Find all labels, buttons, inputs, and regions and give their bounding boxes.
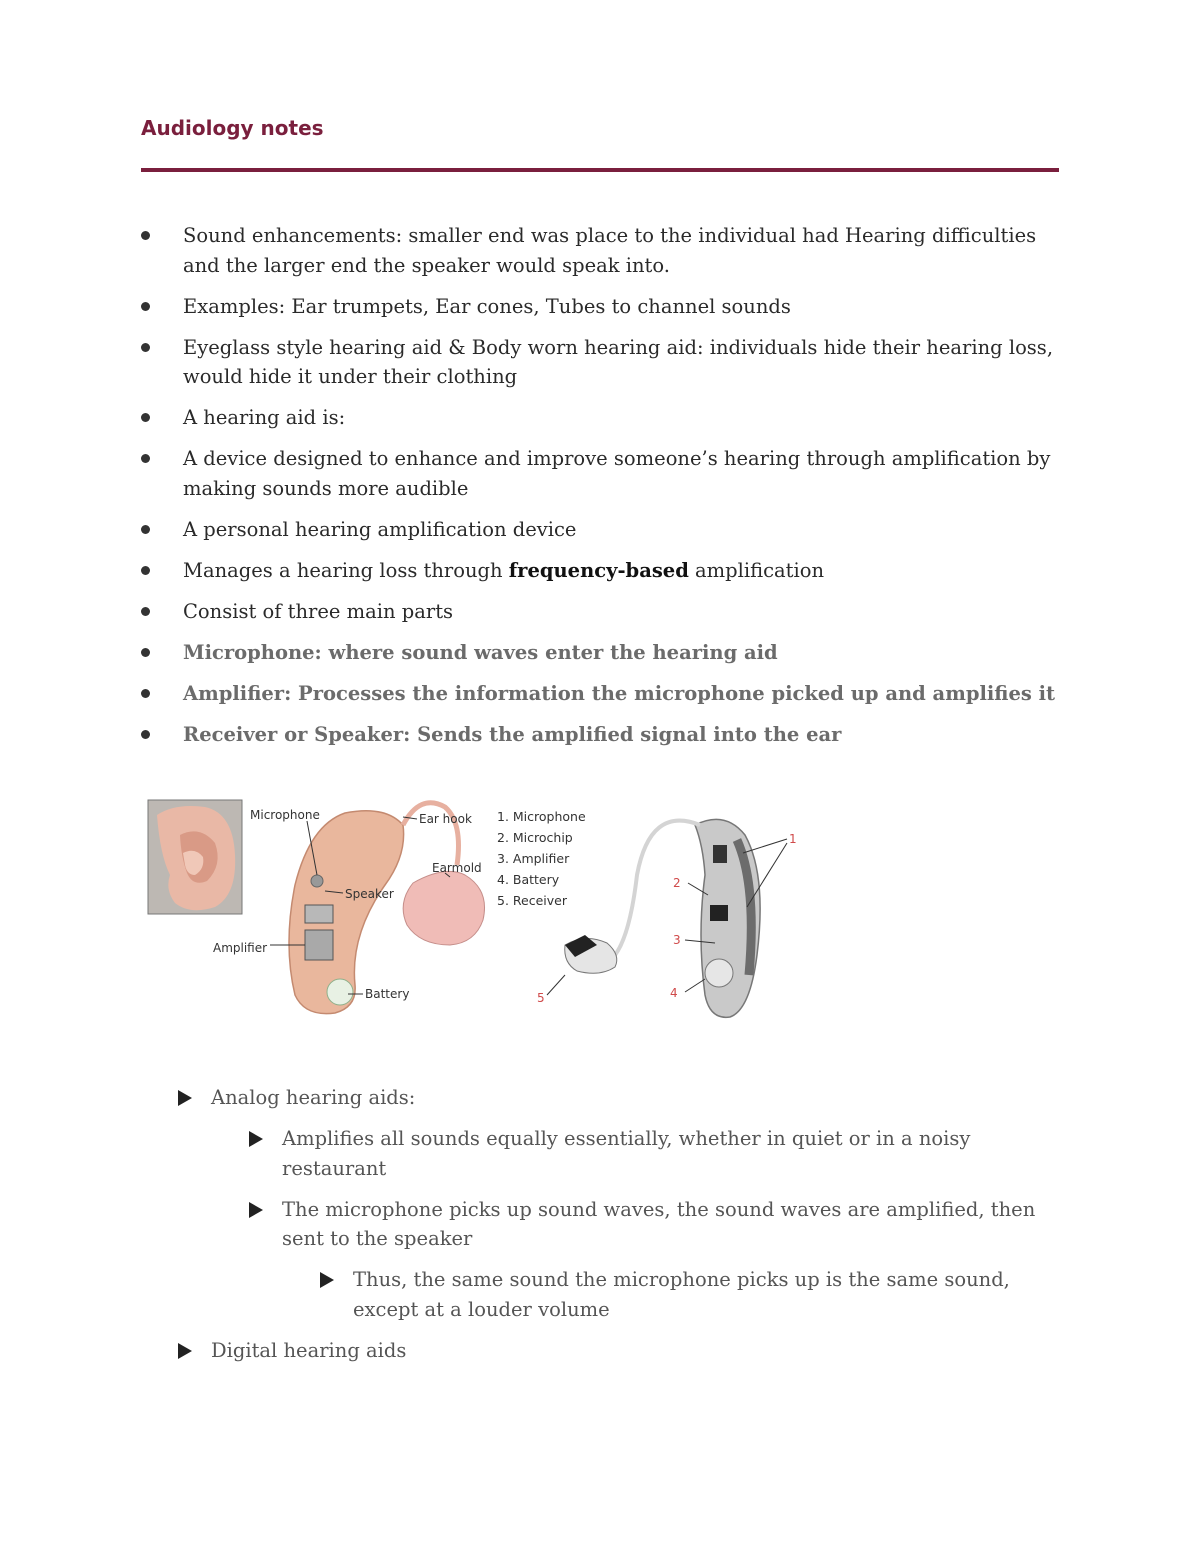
- callout-2: 2: [673, 876, 681, 890]
- list-item: Receiver or Speaker: Sends the amplified signal into the ear: [141, 720, 1059, 750]
- list-item: Manages a hearing loss through frequency-based amplification: [141, 556, 1059, 586]
- hearing-aid-diagram: [145, 795, 815, 1030]
- bullet-icon: [141, 689, 150, 698]
- list-item: Microphone: where sound waves enter the hearing aid: [141, 638, 1059, 668]
- title-divider: [141, 168, 1059, 172]
- callout-1: 1: [789, 832, 797, 846]
- list-item: Thus, the same sound the microphone picks up is the same sound, except at a louder volume: [178, 1265, 1058, 1324]
- list-item: Eyeglass style hearing aid & Body worn hearing aid: individuals hide their hearing loss, would hide it under their clothing: [141, 333, 1059, 392]
- callout-3: 3: [673, 933, 681, 947]
- bullet-icon: [141, 648, 150, 657]
- triangle-bullet-icon: [178, 1343, 192, 1359]
- legend-item: 4. Battery: [497, 872, 560, 887]
- ear-photo: [148, 800, 242, 914]
- bullet-icon: [141, 730, 150, 739]
- list-item: Analog hearing aids:: [178, 1083, 1058, 1113]
- bullet-icon: [141, 525, 150, 534]
- hearing-aid-figure: [145, 795, 815, 1030]
- bullet-icon: [141, 302, 150, 311]
- triangle-bullet-icon: [249, 1202, 263, 1218]
- list-item: A personal hearing amplification device: [141, 515, 1059, 545]
- list-item: A device designed to enhance and improve someone’s hearing through amplification by making sounds more audible: [141, 444, 1059, 503]
- list-item: Examples: Ear trumpets, Ear cones, Tubes to channel sounds: [141, 292, 1059, 322]
- legend-item: 5. Receiver: [497, 893, 567, 908]
- hearing-aid-types-list: [178, 1083, 1058, 1377]
- triangle-bullet-icon: [249, 1131, 263, 1147]
- bold-term: frequency-based: [508, 558, 689, 582]
- list-item: Amplifier: Processes the information the microphone picked up and amplifies it: [141, 679, 1059, 709]
- label-microphone: Microphone: [250, 808, 320, 822]
- list-item: Sound enhancements: smaller end was place to the individual had Hearing difficulties and the larger end the speaker would speak into.: [141, 221, 1059, 280]
- triangle-bullet-icon: [178, 1090, 192, 1106]
- label-battery: Battery: [365, 987, 410, 1001]
- callout-4: 4: [670, 986, 678, 1000]
- parts-legend: [497, 809, 586, 908]
- bullet-icon: [141, 454, 150, 463]
- label-ear-hook: Ear hook: [419, 812, 472, 826]
- bte-hearing-aid: [289, 803, 485, 1014]
- ric-hearing-aid: [565, 819, 760, 1017]
- list-item: The microphone picks up sound waves, the sound waves are amplified, then sent to the speaker: [178, 1195, 1058, 1254]
- bullet-icon: [141, 231, 150, 240]
- list-item: A hearing aid is:: [141, 403, 1059, 433]
- legend-item: 2. Microchip: [497, 830, 573, 845]
- list-item: Amplifies all sounds equally essentially, whether in quiet or in a noisy restaurant: [178, 1124, 1058, 1183]
- legend-item: 3. Amplifier: [497, 851, 570, 866]
- notes-bullet-list: [141, 221, 1059, 761]
- bullet-icon: [141, 343, 150, 352]
- callout-5: 5: [537, 991, 545, 1005]
- label-amplifier: Amplifier: [213, 941, 268, 955]
- label-speaker: Speaker: [345, 887, 394, 901]
- bullet-icon: [141, 607, 150, 616]
- list-item: Digital hearing aids: [178, 1336, 1058, 1366]
- page-title: Audiology notes: [141, 116, 324, 140]
- label-earmold: Earmold: [432, 861, 482, 875]
- bullet-icon: [141, 413, 150, 422]
- list-item: Consist of three main parts: [141, 597, 1059, 627]
- legend-item: 1. Microphone: [497, 809, 586, 824]
- triangle-bullet-icon: [320, 1272, 334, 1288]
- bullet-icon: [141, 566, 150, 575]
